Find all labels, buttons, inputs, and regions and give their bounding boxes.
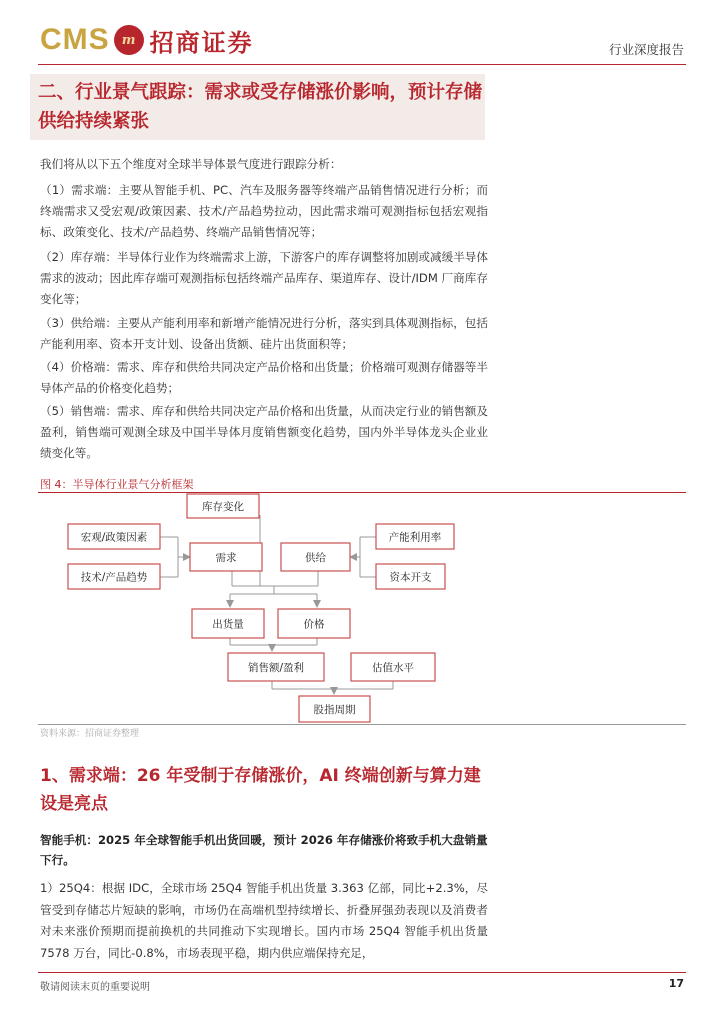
- box-sales: [228, 653, 324, 681]
- box-supply: [281, 543, 350, 571]
- box-capacity-label: 产能利用率: [388, 531, 442, 544]
- box-tech-label: 技术/产品趋势: [80, 571, 148, 584]
- box-demand: [190, 543, 262, 571]
- page-number: 17: [668, 977, 684, 990]
- logo-seal-letter: m: [121, 32, 136, 48]
- box-capex: [376, 564, 445, 589]
- smartphone-summary: 智能手机：2025 年全球智能手机出货回暖，预计 2026 年存储涨价将致手机大盘销量下行。: [40, 833, 488, 867]
- box-macro: [68, 524, 160, 549]
- box-capacity: [376, 524, 454, 549]
- logo-latin: CMS: [40, 23, 110, 56]
- smartphone-25q4-paragraph: 1）25Q4：根据 IDC，全球市场 25Q4 智能手机出货量 3.363 亿部，同比+2.3%，尽管受到存储芯片短缺的影响，市场仍在高端机型持续增长、折叠屏强劲表现以及消费者对未来涨价预期而提前换机的共同推动下实现增长。国内市场 25Q4 智能手机出货量 7578 万台，同比-0.8%，市场表现平稳，期内供应端保持充足，: [40, 881, 488, 960]
- box-valuation-label: 估值水平: [372, 662, 414, 674]
- box-macro-label: 宏观/政策因素: [80, 531, 148, 544]
- figure-bottom-rule: [38, 724, 686, 725]
- box-price-label: 价格: [303, 618, 325, 631]
- framework-diagram: [38, 493, 686, 724]
- supply-paragraph: （3）供给端：主要从产能利用率和新增产能情况进行分析，落实到具体观测指标，包括产能利用率、资本开支计划、设备出货额、硅片出货面积等；: [40, 316, 488, 351]
- box-price: [278, 609, 350, 638]
- intro-paragraph: 我们将从以下五个维度对全球半导体景气度进行跟踪分析：: [40, 157, 342, 171]
- section-title: 二、行业景气跟踪：需求或受存储涨价影响，预计存储供给持续紧张: [38, 82, 483, 132]
- box-tech: [68, 564, 160, 589]
- report-type: 行业深度报告: [608, 42, 684, 57]
- box-shipment-label: 出货量: [212, 618, 244, 631]
- box-valuation: [351, 653, 435, 681]
- box-shipment: [192, 609, 264, 638]
- box-demand-label: 需求: [215, 552, 237, 564]
- box-supply-label: 供给: [305, 552, 326, 564]
- box-capex-label: 资本开支: [389, 571, 432, 584]
- box-stock-label: 股指周期: [313, 704, 356, 716]
- box-inventory: [187, 494, 259, 518]
- sales-paragraph: （5）销售端：需求、库存和供给共同决定产品价格和出货量，从而决定行业的销售额及盈利，销售端可观测全球及中国半导体月度销售额变化趋势，国内外半导体龙头企业业绩变化等。: [40, 404, 488, 460]
- price-paragraph: （4）价格端：需求、库存和供给共同决定产品价格和出货量；价格端可观测存储器等半导体产品的价格变化趋势；: [40, 360, 488, 395]
- demand-paragraph: （1）需求端：主要从智能手机、PC、汽车及服务器等终端产品销售情况进行分析；而终端需求又受宏观/政策因素、技术/产品趋势拉动，因此需求端可观测指标包括宏观指标、政策变化、技术/产品趋势、终端产品销售情况等；: [40, 183, 488, 239]
- logo-chinese-name: 招商证券: [149, 28, 254, 57]
- box-sales-label: 销售额/盈利: [247, 662, 305, 674]
- header-divider: [38, 64, 686, 65]
- footer-divider: [38, 972, 686, 973]
- figure-source: 资料来源：招商证券整理: [40, 729, 140, 739]
- subsection-title: 1、需求端：26 年受制于存储涨价，AI 终端创新与算力建设是亮点: [40, 766, 481, 814]
- footer-note: 敬请阅读末页的重要说明: [40, 982, 150, 993]
- box-inventory-label: 库存变化: [202, 501, 244, 513]
- box-stock: [299, 696, 370, 722]
- logo-seal-icon: [114, 25, 144, 55]
- figure-title: 图 4：半导体行业景气分析框架: [40, 478, 194, 491]
- company-logo: [40, 22, 254, 58]
- inventory-paragraph: （2）库存端：半导体行业作为终端需求上游，下游客户的库存调整将加剧或减缓半导体需求的波动；因此库存端可观测指标包括终端产品库存、渠道库存、设计/IDM 厂商库存变化等；: [40, 250, 488, 306]
